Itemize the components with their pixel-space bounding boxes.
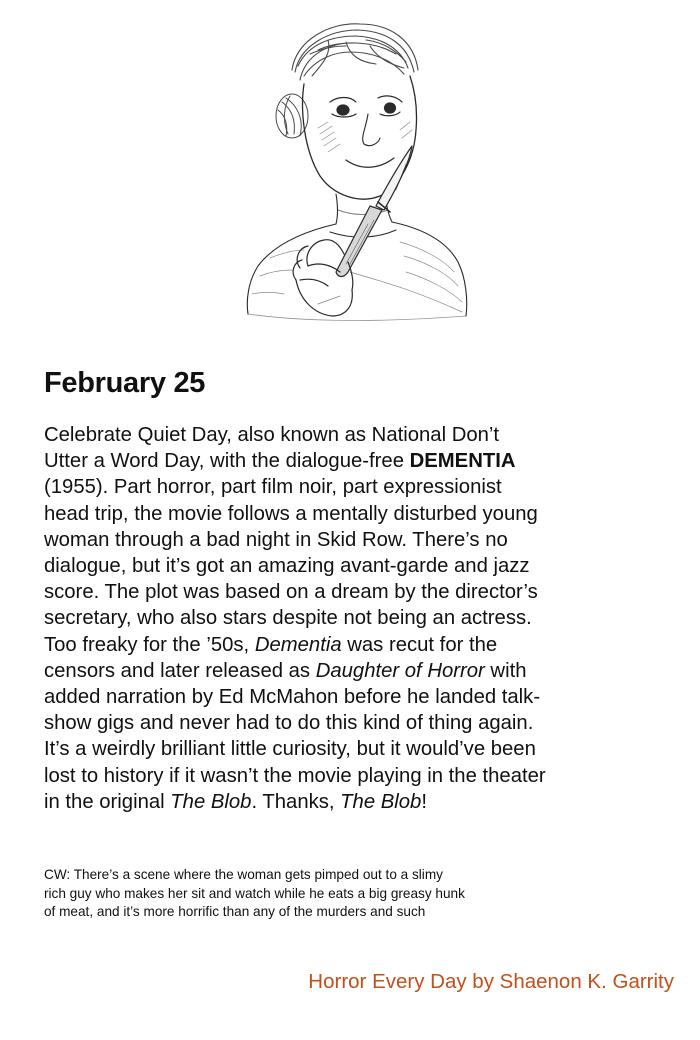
hand-sketch <box>293 240 353 316</box>
film-title-italic: The Blob <box>340 790 422 813</box>
mouth-sketch <box>346 158 394 167</box>
cw-line: CW: There’s a scene where the woman gets pimped out to a slimy <box>44 867 443 882</box>
body-line: lost to history if it wasn’t the movie playing in the theater <box>44 764 546 787</box>
body-line: (1955). Part horror, part film noir, part expressionist <box>44 476 502 499</box>
article-body <box>44 422 644 815</box>
page-title: February 25 <box>44 367 206 399</box>
hair-sketch <box>292 24 418 80</box>
body-line: Too freaky for the ’50s, Dementia was recut for the <box>44 633 498 656</box>
woman-with-knife-illustration <box>200 10 500 330</box>
body-line: secretary, who also stars despite not being an actress. <box>44 607 532 630</box>
body-line: It’s a weirdly brilliant little curiosity, but it would’ve been <box>44 738 536 761</box>
content-warning <box>44 866 604 922</box>
body-line: in the original The Blob. Thanks, The Blob! <box>44 790 427 813</box>
body-line: score. The plot was based on a dream by the director’s <box>44 581 538 604</box>
body-line: added narration by Ed McMahon before he landed talk- <box>44 686 541 709</box>
cw-line: of meat, and it’s more horrific than any of the murders and such <box>44 904 426 919</box>
body-line: dialogue, but it’s got an amazing avant-garde and jazz <box>44 555 530 578</box>
body-line: show gigs and never had to do this kind of thing again. <box>44 712 534 735</box>
film-title-italic: Daughter of Horror <box>315 659 485 682</box>
bottom-sketch-line <box>248 314 466 320</box>
body-line: head trip, the movie follows a mentally disturbed young <box>44 502 538 525</box>
body-line: woman through a bad night in Skid Row. There’s no <box>44 528 508 551</box>
film-title-italic: The Blob <box>170 790 252 813</box>
film-title-italic: Dementia <box>254 633 342 656</box>
cw-line: rich guy who makes her sit and watch while he eats a big greasy hunk <box>44 885 465 901</box>
author-credit: Horror Every Day by Shaenon K. Garrity <box>308 970 674 993</box>
knife-sketch <box>336 146 412 277</box>
eyes-sketch <box>330 96 402 117</box>
nose-sketch <box>363 114 380 146</box>
film-title-dementia: DEMENTIA <box>409 450 516 473</box>
body-line: censors and later released as Daughter of Horror with <box>44 659 527 682</box>
body-line: Celebrate Quiet Day, also known as National Don’t <box>44 424 500 446</box>
body-line: Utter a Word Day, with the dialogue-free DEMENTIA <box>44 450 516 473</box>
